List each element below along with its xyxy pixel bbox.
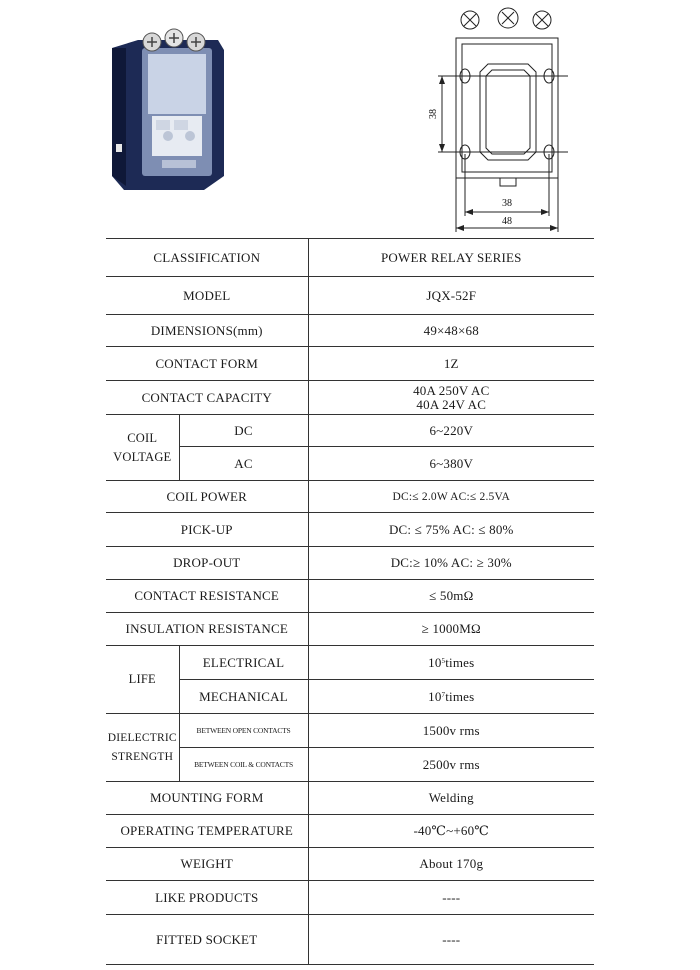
contact-form-label: CONTACT FORM <box>106 347 308 381</box>
contact-resistance-label: CONTACT RESISTANCE <box>106 580 308 613</box>
table-row <box>106 748 594 782</box>
table-row <box>106 447 594 481</box>
dielectric-label-line2: STRENGTH <box>111 750 174 763</box>
table-row <box>106 782 594 815</box>
drop-out-label: DROP-OUT <box>106 547 308 580</box>
classification-label: CLASSIFICATION <box>106 239 308 277</box>
table-row <box>106 881 594 915</box>
dimensions-value: 49×48×68 <box>308 315 594 347</box>
life-electrical-base: 10 <box>428 654 442 670</box>
life-mechanical-unit: times <box>445 688 475 704</box>
insulation-resistance-label: INSULATION RESISTANCE <box>106 613 308 646</box>
coil-voltage-dc-value: 6~220V <box>308 415 594 447</box>
dimensions-label: DIMENSIONS(mm) <box>106 315 308 347</box>
table-row <box>106 315 594 347</box>
life-label: LIFE <box>106 646 179 714</box>
coil-voltage-ac-value: 6~380V <box>308 447 594 481</box>
fitted-socket-label: FITTED SOCKET <box>106 915 308 965</box>
coil-voltage-label-line1: COIL <box>127 430 158 445</box>
coil-voltage-label-line2: VOLTAGE <box>113 449 172 464</box>
table-row <box>106 415 594 447</box>
dielectric-open-value: 1500v rms <box>308 714 594 748</box>
table-row <box>106 481 594 513</box>
coil-power-label: COIL POWER <box>106 481 308 513</box>
outer-width-dimension-label: 48 <box>502 216 512 227</box>
table-row <box>106 381 594 415</box>
contact-resistance-value: ≤ 50mΩ <box>308 580 594 613</box>
table-row <box>106 714 594 748</box>
life-electrical-label: ELECTRICAL <box>179 646 308 680</box>
contact-form-value: 1Z <box>308 347 594 381</box>
inner-width-dimension-label: 38 <box>502 198 512 209</box>
dielectric-label-line1: DIELECTRIC <box>107 731 177 744</box>
table-row <box>106 277 594 315</box>
table-row <box>106 680 594 714</box>
table-row <box>106 547 594 580</box>
contact-capacity-label: CONTACT CAPACITY <box>106 381 308 415</box>
pick-up-label: PICK-UP <box>106 513 308 547</box>
model-label: MODEL <box>106 277 308 315</box>
fitted-socket-value: ---- <box>308 915 594 965</box>
table-row <box>106 513 594 547</box>
life-mechanical-base: 10 <box>428 688 442 704</box>
contact-capacity-line2: 40A 24V AC <box>416 396 487 412</box>
coil-voltage-dc-label: DC <box>179 415 308 447</box>
life-electrical-unit: times <box>445 654 475 670</box>
table-row <box>106 239 594 277</box>
contact-capacity-value <box>308 381 594 415</box>
weight-value: About 170g <box>308 848 594 881</box>
pick-up-value: DC: ≤ 75% AC: ≤ 80% <box>308 513 594 547</box>
dielectric-open-label: BETWEEN OPEN CONTACTS <box>179 714 308 748</box>
life-electrical-exponent: 5 <box>441 656 446 665</box>
table-row <box>106 347 594 381</box>
operating-temperature-value: -40℃~+60℃ <box>308 815 594 848</box>
operating-temperature-label: OPERATING TEMPERATURE <box>106 815 308 848</box>
dielectric-coil-value: 2500v rms <box>308 748 594 782</box>
dielectric-coil-label: BETWEEN COIL & CONTACTS <box>179 748 308 782</box>
insulation-resistance-value: ≥ 1000MΩ <box>308 613 594 646</box>
like-products-label: LIKE PRODUCTS <box>106 881 308 915</box>
contact-capacity-line1: 40A 250V AC <box>413 382 490 398</box>
life-mechanical-value <box>308 680 594 714</box>
model-value: JQX-52F <box>308 277 594 315</box>
height-dimension-label: 38 <box>428 109 439 119</box>
coil-voltage-ac-label: AC <box>179 447 308 481</box>
like-products-value: ---- <box>308 881 594 915</box>
weight-label: WEIGHT <box>106 848 308 881</box>
coil-power-value: DC:≤ 2.0W AC:≤ 2.5VA <box>308 481 594 513</box>
table-row <box>106 613 594 646</box>
life-mechanical-label: MECHANICAL <box>179 680 308 714</box>
table-row <box>106 848 594 881</box>
drop-out-value: DC:≥ 10% AC: ≥ 30% <box>308 547 594 580</box>
spec-table <box>106 238 594 965</box>
dielectric-strength-label <box>106 714 179 782</box>
table-row <box>106 915 594 965</box>
table-row <box>106 815 594 848</box>
life-mechanical-exponent: 7 <box>441 690 446 699</box>
mounting-form-label: MOUNTING FORM <box>106 782 308 815</box>
classification-value: POWER RELAY SERIES <box>308 239 594 277</box>
table-row <box>106 646 594 680</box>
table-row <box>106 580 594 613</box>
relay-photo <box>108 26 228 192</box>
life-electrical-value <box>308 646 594 680</box>
coil-voltage-label <box>106 415 179 481</box>
mounting-form-value: Welding <box>308 782 594 815</box>
dimension-drawing <box>418 4 578 236</box>
